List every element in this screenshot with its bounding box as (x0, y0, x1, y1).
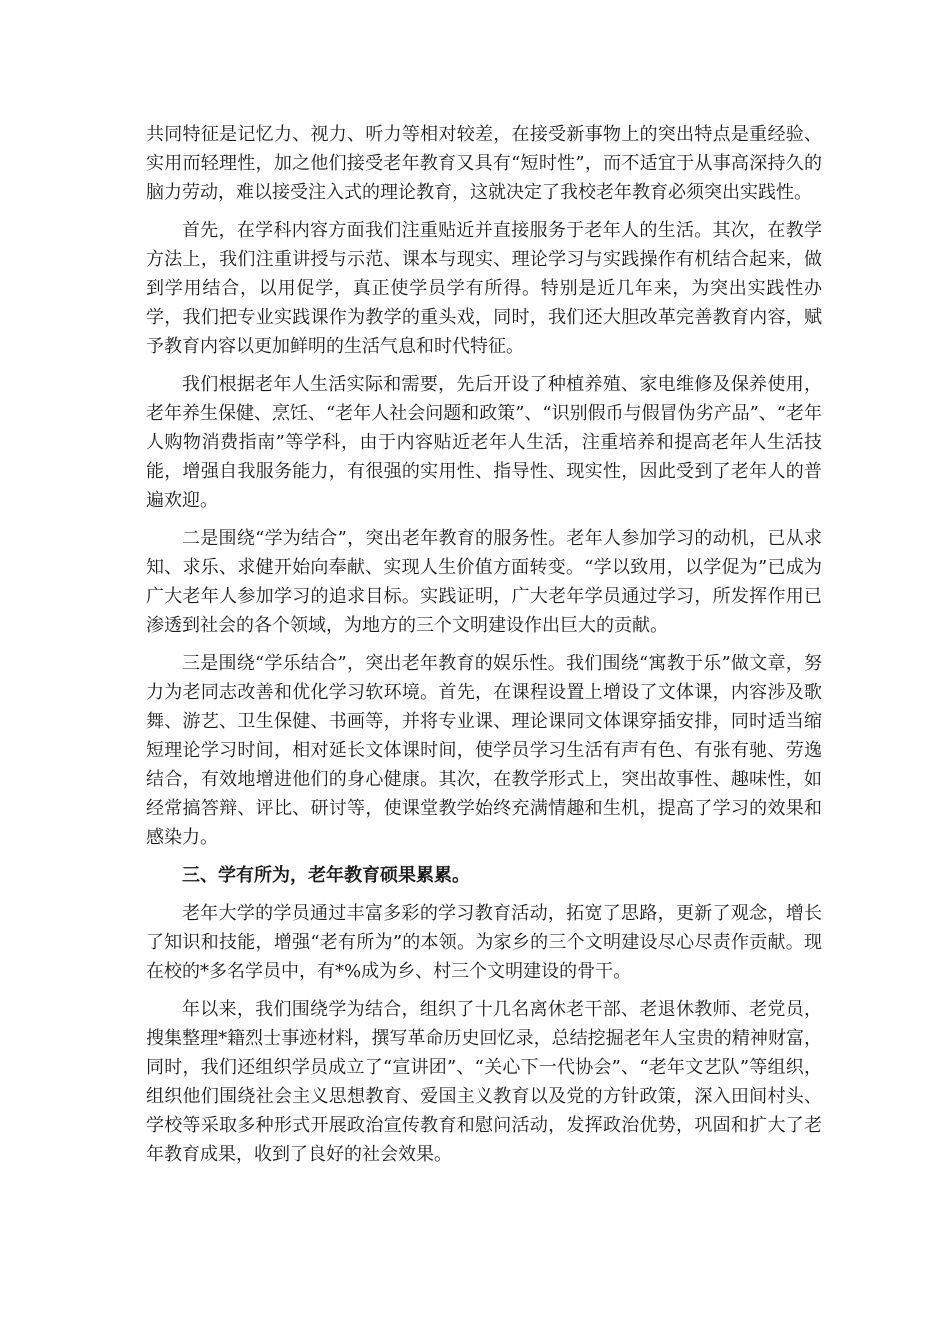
section-heading-three: 三、学有所为，老年教育硕果累累。 (182, 865, 470, 886)
paragraph-achievements: 老年大学的学员通过丰富多彩的学习教育活动，拓宽了思路，更新了观念，增长了知识和技能，增强“老有所为”的本领。为家乡的三个文明建设尽心尽责作贡献。现在校的*多名学员中，有*%成为乡、村三个文明建设的骨干。 (146, 903, 822, 982)
paragraph-third-point: 三是围绕“学乐结合”，突出老年教育的娱乐性。我们围绕“寓教于乐”做文章，努力为老同志改善和优化学习软环境。首先，在课程设置上增设了文体课，内容涉及歌舞、游艺、卫生保健、书画等，并将专业课、理论课同文体课穿插安排，同时适当缩短理论学习时间，相对延长文体课时间，使学员学习生活有声有色、有张有驰、劳逸结合，有效地增进他们的身心健康。其次，在教学形式上，突出故事性、趣味性，如经常搞答辩、评比、研讨等，使课堂教学始终充满情趣和生机，提高了学习的效果和感染力。 (146, 653, 822, 848)
paragraph-courses: 我们根据老年人生活实际和需要，先后开设了种植养殖、家电维修及保养使用，老年养生保健、烹饪、“老年人社会问题和政策”、“识别假币与假冒伪劣产品”、“老年人购物消费指南”等学科，由于内容贴近老年人生活，注重培养和提高老年人生活技能，增强自我服务能力，有很强的实用性、指导性、现实性，因此受到了老年人的普遍欢迎。 (146, 374, 823, 511)
paragraph-second-point: 二是围绕“学为结合”，突出老年教育的服务性。老年人参加学习的动机，已从求知、求乐、求健开始向奉献、实现人生价值方面转变。“学以致用，以学促为”已成为广大老年人参加学习的追求目标。实践证明，广大老年学员通过学习，所发挥作用已渗透到社会的各个领域，为地方的三个文明建设作出巨大的贡献。 (146, 528, 822, 636)
paragraph-first-practice: 首先，在学科内容方面我们注重贴近并直接服务于老年人的生活。其次，在教学方法上，我们注重讲授与示范、课本与现实、理论学习与实践操作有机结合起来，做到学用结合，以用促学，真正使学员学有所得。特别是近几年来，为突出实践性办学，我们把专业实践课作为教学的重头戏，同时，我们还大胆改革完善教育内容，赋予教育内容以更加鲜明的生活气息和时代特征。 (146, 220, 822, 357)
document-body (146, 120, 822, 1178)
paragraph-activities: 年以来，我们围绕学为结合，组织了十几名离休老干部、老退休教师、老党员，搜集整理*籍烈士事迹材料，撰写革命历史回忆录，总结挖掘老年人宝贵的精神财富，同时，我们还组织学员成立了“宣讲团”、“关心下一代协会”、“老年文艺队”等组织，组织他们围绕社会主义思想教育、爱国主义教育以及党的方针政策，深入田间村头、学校等采取多种形式开展政治宣传教育和慰问活动，发挥政治优势，巩固和扩大了老年教育成果，收到了良好的社会效果。 (146, 999, 822, 1165)
paragraph-continued: 共同特征是记忆力、视力、听力等相对较差，在接受新事物上的突出特点是重经验、实用而轻理性，加之他们接受老年教育又具有“短时性”，而不适宜于从事高深持久的脑力劳动，难以接受注入式的理论教育，这就决定了我校老年教育必须突出实践性。 (146, 124, 822, 203)
